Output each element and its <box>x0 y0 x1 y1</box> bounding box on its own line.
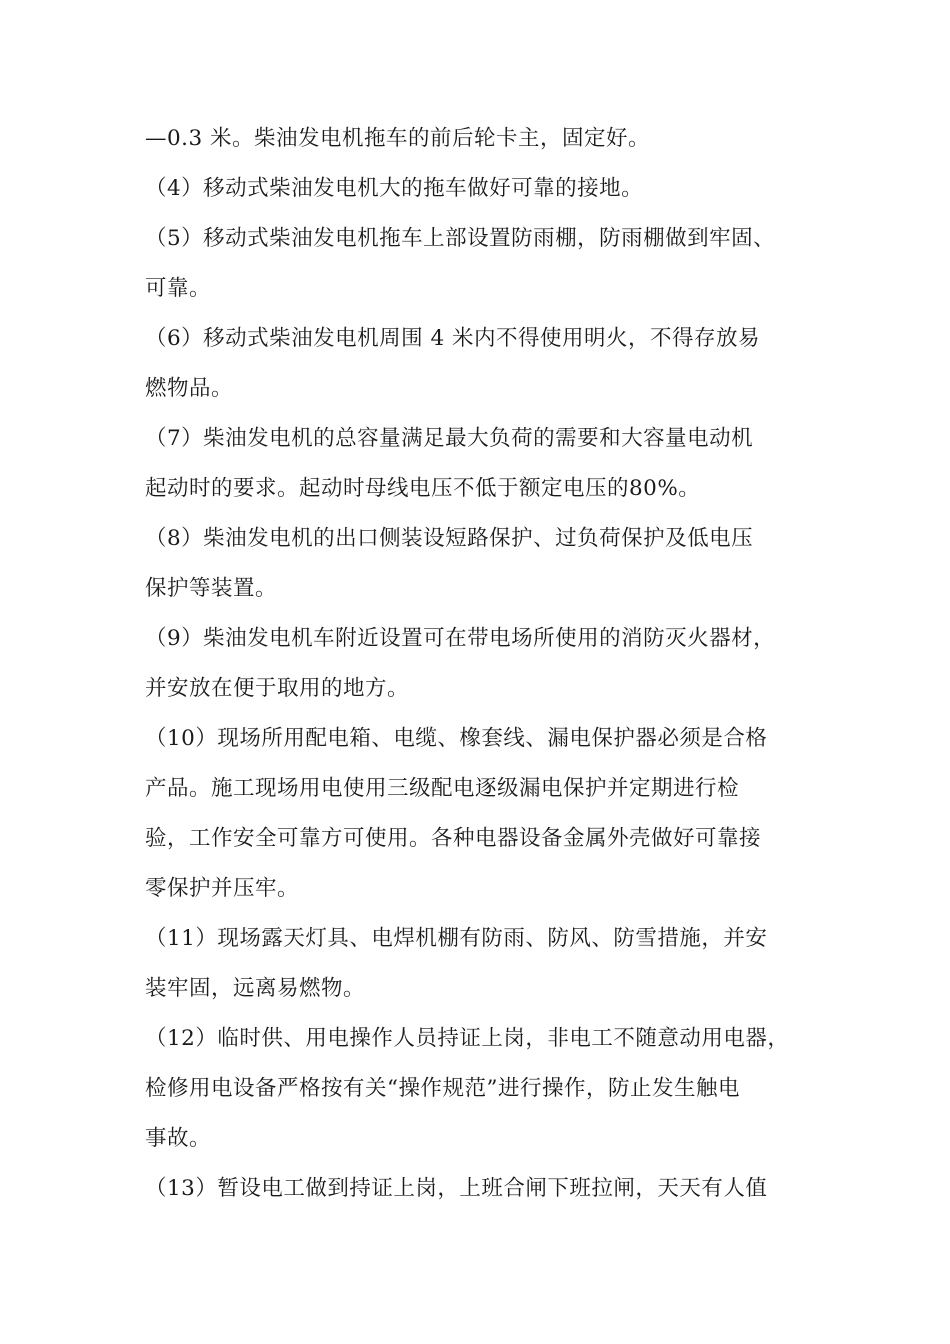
text-line: 保护等装置。 <box>145 576 278 601</box>
document-body <box>145 114 825 1214</box>
text-line: —0.3 米。柴油发电机拖车的前后轮卡主，固定好。 <box>145 126 651 151</box>
text-line: 零保护并压牢。 <box>145 876 300 901</box>
text-line: 燃物品。 <box>145 376 234 401</box>
text-line: （12）临时供、用电操作人员持证上岗，非电工不随意动用电器， <box>145 1026 790 1051</box>
text-line: 事故。 <box>145 1126 212 1151</box>
text-line: 检修用电设备严格按有关“操作规范”进行操作，防止发生触电 <box>145 1076 740 1101</box>
text-line: 验，工作安全可靠方可使用。各种电器设备金属外壳做好可靠接 <box>145 826 762 851</box>
text-line: 并安放在便于取用的地方。 <box>145 676 410 701</box>
text-line: 产品。施工现场用电使用三级配电逐级漏电保护并定期进行检 <box>145 776 740 801</box>
text-line: （6）移动式柴油发电机周围 4 米内不得使用明火，不得存放易 <box>145 326 761 351</box>
text-line: （9）柴油发电机车附近设置可在带电场所使用的消防灭火器材， <box>145 626 776 651</box>
text-line: （10）现场所用配电箱、电缆、橡套线、漏电保护器必须是合格 <box>145 726 768 751</box>
text-line: （13）暂设电工做到持证上岗，上班合闸下班拉闸，天天有人值 <box>145 1176 768 1201</box>
text-line: 起动时的要求。起动时母线电压不低于额定电压的80%。 <box>145 476 701 501</box>
text-line: （11）现场露天灯具、电焊机棚有防雨、防风、防雪措施，并安 <box>145 926 768 951</box>
text-line: （5）移动式柴油发电机拖车上部设置防雨棚，防雨棚做到牢固、 <box>145 226 776 251</box>
text-line: （8）柴油发电机的出口侧装设短路保护、过负荷保护及低电压 <box>145 526 754 551</box>
text-line: （7）柴油发电机的总容量满足最大负荷的需要和大容量电动机 <box>145 426 754 451</box>
text-line: （4）移动式柴油发电机大的拖车做好可靠的接地。 <box>145 176 644 201</box>
text-line: 可靠。 <box>145 276 212 301</box>
text-line: 装牢固，远离易燃物。 <box>145 976 366 1001</box>
